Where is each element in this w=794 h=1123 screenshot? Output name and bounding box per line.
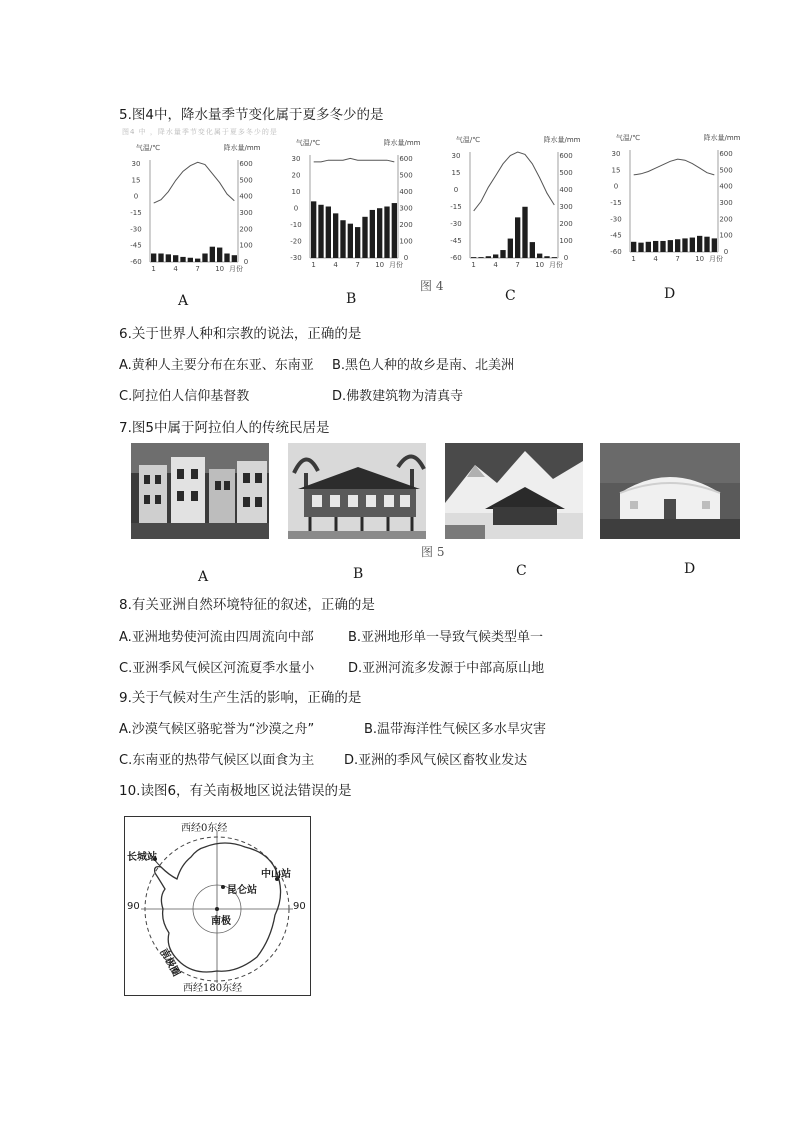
chart-c-precip-tick: 300	[559, 202, 573, 211]
chart-c-temp-axis-title: 气温/℃	[455, 136, 481, 144]
chart-d-temp-tick: -15	[610, 198, 622, 207]
chart-b-precip-bar	[326, 207, 331, 259]
chart-d-precip-tick: 0	[723, 247, 729, 256]
chart-b-label: B	[346, 291, 357, 307]
scan-strip: 图4 中 ，降水量季节变化属于夏多冬少的是	[122, 128, 278, 136]
chart-a-precip-bar	[232, 255, 237, 262]
chart-d-precip-bar	[668, 240, 673, 252]
chart-b-temp-axis-title: 气温/℃	[295, 139, 321, 147]
chart-b-precip-bar	[355, 227, 360, 258]
chart-c-precip-bar	[478, 257, 483, 258]
chart-c-month-tick: 4	[493, 261, 498, 269]
chart-c-precip-bar	[544, 256, 549, 258]
q9-option-c: C.东南亚的热带气候区以面食为主	[119, 753, 315, 768]
chart-b-temp-tick: 0	[293, 204, 299, 213]
chart-b-month-tick: 1	[311, 261, 316, 269]
chart-a-temp-tick: -45	[130, 241, 142, 250]
q6-option-c: C.阿拉伯人信仰基督教	[119, 389, 250, 404]
chart-c-precip-bar	[486, 256, 491, 258]
q9-option-a: A.沙漠气候区骆驼誉为“沙漠之舟”	[119, 722, 315, 737]
chart-c-precip-bar	[515, 217, 520, 258]
chart-a-month-tick: 7	[195, 265, 200, 273]
dwelling-photo-b	[288, 443, 426, 539]
chart-a-precip-bar	[180, 257, 185, 262]
chart-c-label: C	[505, 288, 516, 304]
chart-a-temp-tick: 15	[131, 176, 141, 185]
chart-b-month-tick: 10	[375, 261, 385, 269]
chart-d-label: D	[664, 286, 676, 302]
dwelling-a-label: A	[198, 569, 209, 585]
chart-d-precip-bar	[631, 242, 636, 252]
chart-d-precip-bar	[638, 243, 643, 252]
chart-a-precip-bar	[217, 248, 222, 262]
q7-stem: 7.图5中属于阿拉伯人的传统民居是	[119, 420, 330, 436]
chart-b-precip-tick: 100	[399, 237, 413, 246]
chart-c-precip-bar	[522, 207, 527, 258]
chart-a-temp-tick: -60	[130, 257, 142, 266]
chart-b-precip-tick: 0	[403, 253, 409, 262]
chart-b-precip-bar	[340, 220, 345, 258]
chart-a-precip-tick: 500	[239, 176, 253, 185]
chart-c-precip-tick: 400	[559, 185, 573, 194]
chart-a-precip-bar	[188, 258, 193, 262]
figure-4-caption: 图 4	[420, 279, 444, 293]
q8-option-b: B.亚洲地形单一导致气候类型单一	[348, 630, 544, 645]
dwelling-photo-a	[131, 443, 269, 539]
q8-option-d: D.亚洲河流多发源于中部高原山地	[348, 661, 545, 676]
chart-c-precip-tick: 0	[563, 253, 569, 262]
chart-c-precip-bar	[493, 254, 498, 258]
chart-d-month-tick: 1	[631, 255, 636, 263]
chart-a-label: A	[178, 293, 189, 309]
chart-c-precip-axis-title: 降水量/mm	[543, 136, 581, 144]
chart-b-temp-tick: -10	[290, 220, 302, 229]
dwelling-photo-c	[445, 443, 583, 539]
chart-b-precip-axis-title: 降水量/mm	[383, 139, 421, 147]
chart-d-temp-tick: 30	[611, 150, 621, 158]
chart-b-precip-tick: 500	[399, 171, 413, 180]
chart-c-precip-bar	[500, 250, 505, 258]
chart-d-precip-bar	[653, 241, 658, 252]
chart-b-precip-bar	[370, 210, 375, 258]
q9-option-d: D.亚洲的季风气候区畜牧业发达	[344, 753, 528, 768]
great-wall-station: 长城站	[127, 852, 157, 863]
chart-b-temp-tick: -20	[290, 237, 302, 246]
chart-c-temp-tick: 15	[451, 168, 461, 177]
chart-d-precip-bar	[690, 238, 695, 252]
chart-b-precip-bar	[348, 224, 353, 258]
chart-d-temp-tick: -30	[610, 215, 622, 224]
chart-c-temp-tick: 30	[451, 152, 461, 160]
chart-a-precip-bar	[210, 247, 215, 262]
chart-d-precip-bar	[646, 242, 651, 252]
chart-d-precip-bar	[682, 238, 687, 252]
q6-stem: 6.关于世界人种和宗教的说法，正确的是	[119, 326, 362, 342]
chart-a-precip-tick: 0	[243, 257, 249, 266]
chart-d-temp-axis-title: 气温/℃	[615, 134, 641, 142]
dwelling-b-label: B	[353, 566, 364, 582]
chart-c-month-tick: 10	[535, 261, 545, 269]
chart-a-temp-tick: -15	[130, 208, 142, 217]
chart-d-temp-tick: -45	[610, 231, 622, 240]
chart-b-temp-tick: 10	[291, 187, 301, 196]
dwelling-photo-d	[600, 443, 740, 539]
chart-b-temp-tick: -30	[290, 253, 302, 262]
chart-b-precip-tick: 200	[399, 220, 413, 229]
chart-d-temp-tick: 15	[611, 166, 621, 175]
chart-c-month-tick: 7	[515, 261, 520, 269]
chart-a-precip-tick: 300	[239, 208, 253, 217]
chart-d-precip-axis-title: 降水量/mm	[703, 134, 741, 142]
chart-c-temp-tick: -30	[450, 219, 462, 228]
chart-d-temp-line	[634, 159, 715, 175]
q6-option-d: D.佛教建筑物为清真寺	[332, 389, 464, 404]
chart-d-precip-bar	[675, 239, 680, 252]
chart-d-month-tick: 7	[675, 255, 680, 263]
chart-c-precip-bar	[552, 257, 557, 258]
q8-stem: 8.有关亚洲自然环境特征的叙述，正确的是	[119, 597, 375, 613]
chart-b-precip-bar	[362, 217, 367, 258]
chart-d-precip-bar	[697, 236, 702, 252]
chart-c-temp-tick: -15	[450, 202, 462, 211]
chart-a-temp-line	[154, 162, 235, 203]
q5-stem: 5.图4中，降水量季节变化属于夏多冬少的是	[119, 107, 384, 123]
chart-d-month-tick: 4	[653, 255, 658, 263]
chart-b-month-tick: 7	[355, 261, 360, 269]
chart-b-precip-bar	[384, 207, 389, 259]
chart-c-precip-tick: 100	[559, 236, 573, 245]
chart-a-precip-bar	[166, 254, 171, 262]
chart-c-temp-tick: 0	[453, 185, 459, 194]
map-left-90: 90	[127, 901, 140, 912]
q9-option-b: B.温带海洋性气候区多水旱灾害	[364, 722, 547, 737]
antarctic-circle-label: 南极圈	[157, 946, 182, 979]
chart-c-temp-tick: -45	[450, 236, 462, 245]
south-pole-label: 南极	[211, 916, 231, 927]
chart-a-precip-bar	[158, 254, 163, 263]
chart-a-precip-bar	[202, 254, 207, 263]
chart-d-precip-tick: 300	[719, 198, 733, 207]
chart-a-precip-bar	[151, 254, 156, 263]
q8-option-c: C.亚洲季风气候区河流夏季水量小	[119, 661, 315, 676]
chart-a-month-tick: 10	[215, 265, 225, 273]
kunlun-station: 昆仑站	[227, 885, 257, 896]
chart-d-precip-tick: 100	[719, 231, 733, 240]
chart-b-month-axis-title: 月份	[389, 261, 403, 269]
chart-a-temp-tick: 30	[131, 160, 141, 168]
q8-option-a: A.亚洲地势使河流由四周流向中部	[119, 630, 314, 645]
chart-c-temp-tick: -60	[450, 253, 462, 262]
chart-b-precip-tick: 300	[399, 204, 413, 213]
chart-a-precip-bar	[173, 255, 178, 262]
chart-a-precip-tick: 400	[239, 192, 253, 201]
q9-stem: 9.关于气候对生产生活的影响，正确的是	[119, 690, 362, 706]
chart-a-precip-axis-title: 降水量/mm	[223, 144, 261, 152]
chart-a-temp-tick: 0	[133, 192, 139, 201]
chart-b-precip-bar	[392, 203, 397, 258]
figure-5-caption: 图 5	[421, 545, 445, 559]
antarctica-map	[124, 816, 311, 996]
chart-d-precip-bar	[660, 241, 665, 252]
chart-d-precip-tick: 600	[719, 150, 733, 158]
climate-charts	[0, 0, 794, 320]
chart-a-month-axis-title: 月份	[229, 265, 243, 273]
chart-a-month-tick: 1	[151, 265, 156, 273]
chart-b-precip-tick: 400	[399, 187, 413, 196]
chart-b-precip-bar	[318, 205, 323, 258]
chart-c-precip-bar	[530, 242, 535, 258]
chart-b-precip-tick: 600	[399, 155, 413, 163]
chart-c-precip-tick: 600	[559, 152, 573, 160]
chart-d-precip-tick: 400	[719, 182, 733, 191]
chart-b-temp-line	[314, 158, 395, 162]
chart-a-precip-tick: 100	[239, 241, 253, 250]
zhongshan-station: 中山站	[261, 869, 291, 880]
chart-d-temp-tick: -60	[610, 247, 622, 256]
chart-b-month-tick: 4	[333, 261, 338, 269]
chart-d-precip-bar	[712, 238, 717, 252]
chart-c-month-axis-title: 月份	[549, 261, 563, 269]
chart-b-precip-bar	[377, 208, 382, 258]
chart-c-precip-tick: 500	[559, 168, 573, 177]
q6-option-a: A.黄种人主要分布在东亚、东南亚	[119, 358, 314, 373]
chart-a-precip-bar	[224, 254, 229, 263]
map-top-label: 西经0东经	[181, 823, 228, 834]
chart-c-precip-bar	[537, 254, 542, 258]
map-right-90: 90	[293, 901, 306, 912]
chart-c-precip-bar	[508, 239, 513, 258]
chart-a-precip-tick: 600	[239, 160, 253, 168]
q10-stem: 10.读图6，有关南极地区说法错误的是	[119, 783, 352, 799]
chart-a-temp-axis-title: 气温/℃	[135, 144, 161, 152]
chart-a-month-tick: 4	[173, 265, 178, 273]
chart-c-precip-tick: 200	[559, 219, 573, 228]
chart-a-temp-tick: -30	[130, 225, 142, 234]
chart-d-month-tick: 10	[695, 255, 705, 263]
chart-b-precip-bar	[311, 201, 316, 258]
chart-b-temp-tick: 20	[291, 171, 301, 180]
chart-d-precip-tick: 200	[719, 215, 733, 224]
q6-option-b: B.黑色人种的故乡是南、北美洲	[332, 358, 515, 373]
map-bottom-label: 西经180东经	[183, 983, 243, 994]
chart-d-precip-bar	[704, 237, 709, 252]
chart-c-month-tick: 1	[471, 261, 476, 269]
chart-d-precip-tick: 500	[719, 166, 733, 175]
chart-c-temp-line	[474, 152, 555, 211]
chart-d-temp-tick: 0	[613, 182, 619, 191]
dwelling-c-label: C	[516, 563, 527, 579]
chart-b-precip-bar	[333, 213, 338, 258]
chart-b-temp-tick: 30	[291, 155, 301, 163]
dwelling-d-label: D	[684, 561, 696, 577]
chart-a-precip-bar	[195, 259, 200, 262]
chart-a-precip-tick: 200	[239, 225, 253, 234]
chart-c-precip-bar	[471, 257, 476, 258]
chart-d-month-axis-title: 月份	[709, 255, 723, 263]
